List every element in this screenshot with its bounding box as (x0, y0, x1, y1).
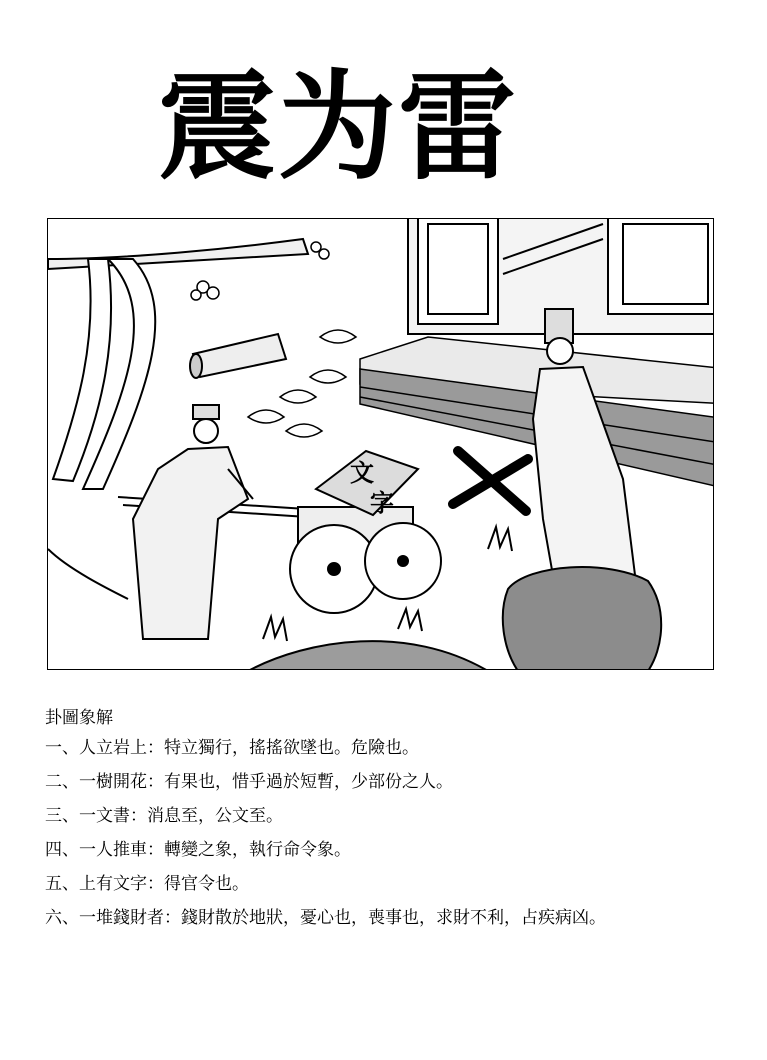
sign-char-2: 字 (370, 489, 394, 517)
legend-item-4: 四、一人推車：轉變之象，執行命令象。 (45, 840, 351, 860)
scroll (190, 334, 286, 378)
man-pushing-cart (133, 405, 253, 639)
legend-item-5: 五、上有文字：得官令也。 (45, 874, 249, 894)
hexagram-illustration (47, 218, 714, 670)
hexagram-title: 震为雷 (158, 58, 519, 196)
rock (503, 567, 661, 670)
legend-item-3: 三、一文書：消息至，公文至。 (45, 806, 283, 826)
legend-item-2: 二、一樹開花：有果也，惜乎過於短暫，少部份之人。 (45, 772, 453, 792)
legend-item-1: 一、人立岩上：特立獨行，搖搖欲墜也。危險也。 (45, 738, 419, 758)
legend-item-6: 六、一堆錢財者：錢財散於地狀，憂心也，喪事也，求財不利，占疾病凶。 (45, 908, 606, 928)
hexagram-legend (45, 706, 735, 940)
legend-heading: 卦圖象解 (45, 708, 113, 728)
illustration-drawing (48, 219, 714, 670)
coin-strings (453, 451, 528, 511)
sign-char-1: 文 (350, 459, 374, 487)
